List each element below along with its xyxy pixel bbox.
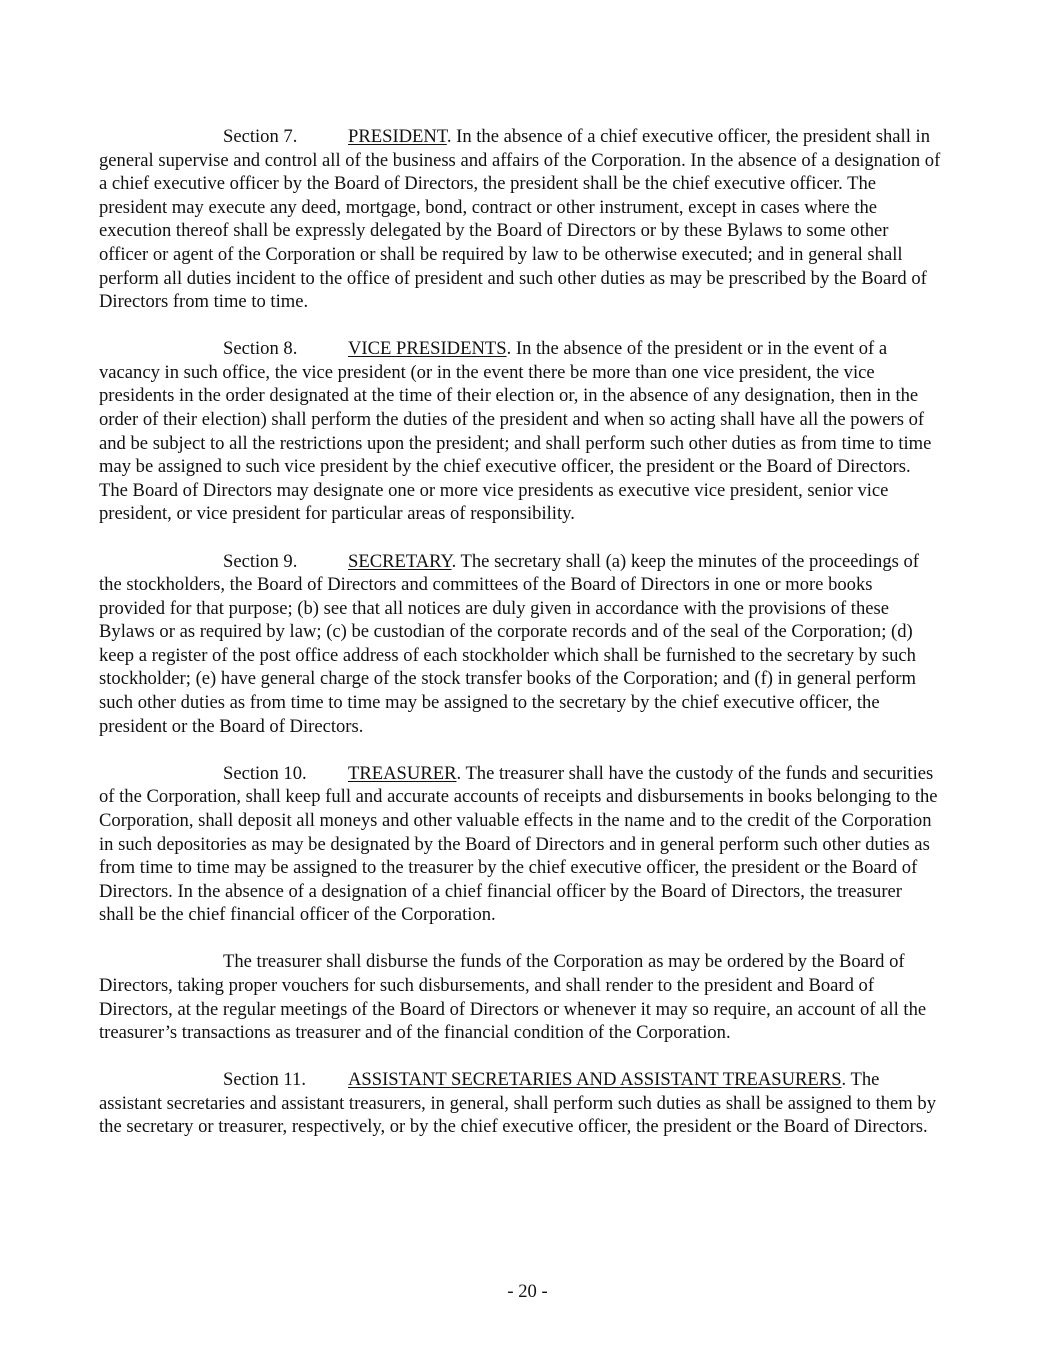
section-9-heading: SECRETARY: [348, 550, 452, 572]
section-7-heading: PRESIDENT: [348, 126, 447, 147]
section-7-paragraph: [99, 125, 941, 314]
section-7-number: Section 7.: [223, 126, 298, 147]
treasurer-continuation-paragraph: [99, 950, 941, 1044]
section-9-text: . The secretary shall (a) keep the minutes of the proceedings of the stockholders, the Board of Directors and committees of the Board of Directors in one or more books provided for that purpose; (b) see that all notices are duly given in accordance with the provisions of these Bylaws or as required by law; (c) be custodian of the corporate records and of the seal of the Corporation; (d) keep a register of the post office address of each stockholder which shall be furnished to the secretary by such stockholder; (e) have general charge of the stock transfer books of the Corporation; and (f) in general perform such other duties as from time to time may be assigned to the secretary by the chief executive officer, the president or the Board of Directors.: [99, 550, 919, 737]
section-10-heading: TREASURER: [348, 762, 457, 784]
section-8-heading: VICE PRESIDENTS: [348, 338, 507, 360]
document-page: [99, 125, 941, 1163]
section-11-number: Section 11.: [223, 1069, 306, 1091]
section-9-paragraph: [99, 550, 941, 739]
section-9-number: Section 9.: [223, 550, 298, 572]
section-11-paragraph: [99, 1068, 941, 1139]
section-10-number: Section 10.: [223, 762, 307, 784]
section-10-paragraph: [99, 762, 941, 927]
section-8-text: . In the absence of the president or in the event of a vacancy in such office, the vice president (or in the event there be more than one vice president, the vice presidents in the order designated at the time of their election or, in the absence of any designation, then in the order of their election) shall perform the duties of the president and when so acting shall have all the powers of and be subject to all the restrictions upon the president; and shall perform such other duties as from time to time may be assigned to such vice president by the chief executive officer, the president or the Board of Directors. The Board of Directors may designate one or more vice presidents as executive vice president, senior vice president, or vice president for particular areas of responsibility.: [99, 338, 932, 525]
section-8-number: Section 8.: [223, 338, 298, 360]
section-11-heading: ASSISTANT SECRETARIES AND ASSISTANT TREASURERS: [348, 1069, 842, 1091]
page-number: - 20 -: [507, 1281, 548, 1302]
section-7-text: . In the absence of a chief executive officer, the president shall in general supervise and control all of the business and affairs of the Corporation. In the absence of a designation of a chief executive officer by the Board of Directors, the president shall be the chief executive officer. The president may execute any deed, mortgage, bond, contract or other instrument, except in cases where the execution thereof shall be expressly delegated by the Board of Directors or by these Bylaws to some other officer or agent of the Corporation or shall be required by law to be otherwise executed; and in general shall perform all duties incident to the office of president and such other duties as may be prescribed by the Board of Directors from time to time.: [99, 126, 941, 313]
section-10-text: . The treasurer shall have the custody of the funds and securities of the Corporation, shall keep full and accurate accounts of receipts and disbursements in books belonging to the Corporation, shall deposit all moneys and other valuable effects in the name and to the credit of the Corporation in such depositories as may be designated by the Board of Directors and in general perform such other duties as from time to time may be assigned to the treasurer by the chief executive officer, the president or the Board of Directors. In the absence of a designation of a chief financial officer by the Board of Directors, the treasurer shall be the chief financial officer of the Corporation.: [99, 762, 938, 926]
section-8-paragraph: [99, 337, 941, 526]
treasurer-continuation-text: The treasurer shall disburse the funds of the Corporation as may be ordered by the Board of Directors, taking proper vouchers for such disbursements, and shall render to the president and Board of Directors, at the regular meetings of the Board of Directors or whenever it may so require, an account of all the treasurer’s transactions as treasurer and of the financial condition of the Corporation.: [99, 951, 927, 1044]
section-11-text: . The assistant secretaries and assistant treasurers, in general, shall perform such duties as shall be assigned to them by the secretary or treasurer, respectively, or by the chief executive officer, the president or the Board of Directors.: [99, 1069, 937, 1138]
